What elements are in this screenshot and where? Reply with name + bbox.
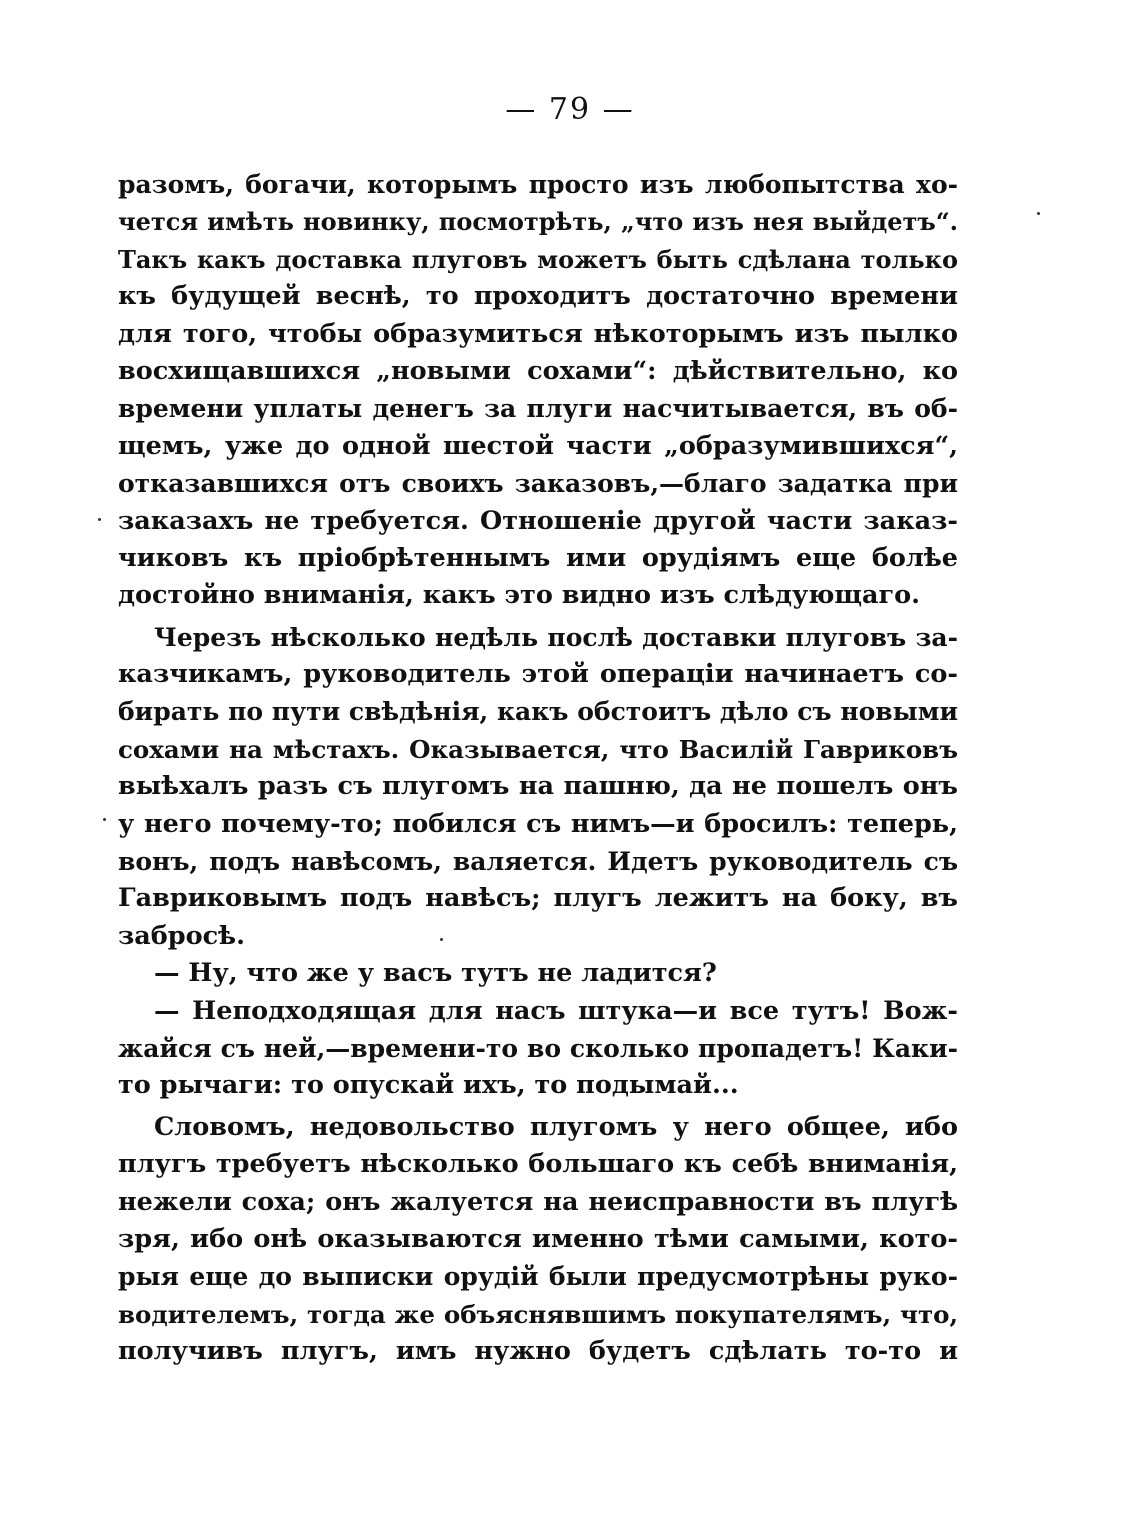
text-line: времени уплаты денегъ за плуги насчитывается, въ об-: [118, 394, 958, 424]
text-line: заказахъ не требуется. Отношеніе другой части заказ-: [118, 505, 958, 536]
paragraph-5: [118, 1109, 958, 1371]
text-line: чиковъ къ пріобрѣтеннымъ ими орудіямъ еще болѣе: [118, 542, 958, 573]
text-line: плугъ требуетъ нѣсколько большаго къ себѣ вниманія,: [118, 1149, 958, 1180]
text-line: — Ну, что же у васъ тутъ не ладится?: [154, 958, 717, 989]
text-line: Такъ какъ доставка плуговъ можетъ быть сдѣлана только: [118, 244, 958, 274]
text-line: вонъ, подъ навѣсомъ, валяется. Идетъ руководитель съ: [118, 847, 958, 877]
text-line: бирать по пути свѣдѣнія, какъ обстоитъ дѣло съ новыми: [118, 697, 958, 727]
text-line: къ будущей веснѣ, то проходитъ достаточно времени: [118, 281, 958, 312]
text-line: у него почему-то; побился съ нимъ—и бросилъ: теперь,: [118, 808, 958, 839]
text-line: отказавшихся отъ своихъ заказовъ,—благо задатка при: [118, 469, 958, 499]
text-line: зря, ибо онѣ оказываются именно тѣми самыми, кото-: [118, 1223, 958, 1254]
paragraph-4: [118, 993, 958, 1105]
paragraph-2: [118, 619, 958, 956]
text-line: разомъ, богачи, которымъ просто изъ любопытства хо-: [118, 170, 958, 199]
text-line: жайся съ ней,—времени-то во сколько пропадетъ! Каки-: [118, 1033, 958, 1063]
text-line: восхищавшихся „новыми сохами“: дѣйствительно, ко: [118, 355, 958, 386]
text-line: рыя еще до выписки орудій были предусмотрѣны руко-: [118, 1262, 958, 1292]
text-line: Черезъ нѣсколько недѣль послѣ доставки плуговъ за-: [154, 622, 958, 652]
scan-speck: [103, 818, 106, 821]
text-line: достойно вниманія, какъ это видно изъ слѣдующаго.: [118, 580, 921, 611]
text-line: выѣхалъ разъ съ плугомъ на пашню, да не пошелъ онъ: [118, 771, 958, 802]
text-line: чется имѣть новинку, посмотрѣть, „что изъ нея выйдетъ“.: [118, 207, 958, 237]
text-line: получивъ плугъ, имъ нужно будетъ сдѣлать то-то и: [118, 1336, 958, 1367]
body-text: [118, 166, 958, 1371]
text-line: Гавриковымъ подъ навѣсъ; плугъ лежитъ на боку, въ: [118, 883, 958, 914]
text-line: — Неподходящая для насъ штука—и все тутъ! Вож-: [154, 995, 958, 1026]
text-line: забросѣ.: [118, 920, 245, 951]
scan-speck: [1037, 212, 1040, 215]
scan-speck: [440, 938, 443, 941]
page-number: — 79 —: [505, 92, 635, 127]
text-line: то рычаги: то опускай ихъ, то подымай...: [118, 1070, 739, 1101]
paragraph-3: [118, 955, 958, 992]
text-line: казчикамъ, руководитель этой операціи начинаетъ со-: [118, 659, 958, 690]
text-line: нежели соха; онъ жалуется на неисправности въ плугѣ: [118, 1186, 958, 1217]
text-line: для того, чтобы образумиться нѣкоторымъ изъ пылко: [118, 318, 958, 349]
text-line: водителемъ, тогда же объяснявшимъ покупателямъ, что,: [118, 1299, 958, 1329]
scan-speck: [98, 518, 101, 521]
text-line: щемъ, уже до одной шестой части „образумившихся“,: [118, 430, 958, 461]
text-line: сохами на мѣстахъ. Оказывается, что Василій Гавриковъ: [118, 734, 958, 764]
text-line: Словомъ, недовольство плугомъ у него общее, ибо: [154, 1111, 958, 1142]
paragraph-1: [118, 166, 958, 615]
